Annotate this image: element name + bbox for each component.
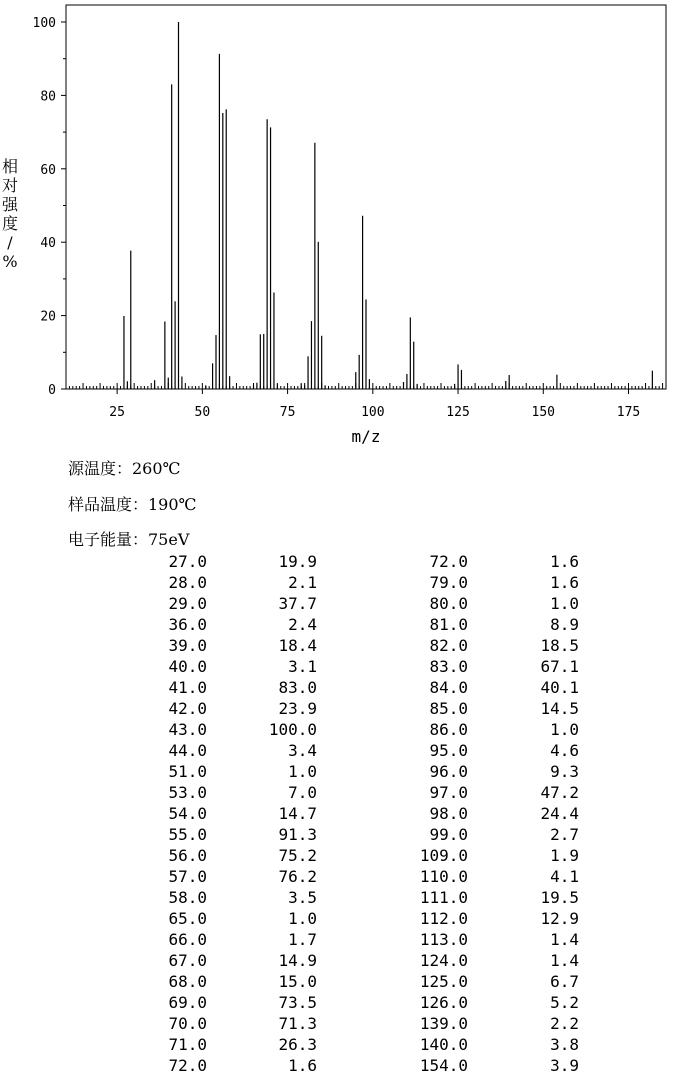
table-row [0,720,680,741]
table-row [0,678,680,699]
intensity-right: 4.6 [550,741,579,760]
intensity-right: 47.2 [540,783,579,802]
table-row [0,762,680,783]
peak-bars [124,22,652,389]
intensity-left: 3.1 [288,657,317,676]
mz-left: 54.0 [168,804,207,823]
intensity-right: 40.1 [540,678,579,697]
mz-left: 42.0 [168,699,207,718]
mass-spectrum-chart [0,0,680,450]
mz-left: 65.0 [168,909,207,928]
mz-right: 72.0 [429,552,468,571]
mz-right: 83.0 [429,657,468,676]
intensity-left: 1.6 [288,1056,317,1075]
x-axis-ticks [109,389,640,420]
intensity-left: 14.9 [278,951,317,970]
intensity-left: 73.5 [278,993,317,1012]
intensity-right: 3.9 [550,1056,579,1075]
mz-right: 95.0 [429,741,468,760]
peak-table [0,552,680,1077]
mz-left: 39.0 [168,636,207,655]
intensity-left: 7.0 [288,783,317,802]
intensity-left: 2.4 [288,615,317,634]
intensity-left: 100.0 [268,720,317,739]
x-tick-label: 175 [616,405,641,420]
x-tick-label: 150 [531,405,556,420]
mz-right: 86.0 [429,720,468,739]
intensity-right: 1.0 [550,594,579,613]
mz-right: 98.0 [429,804,468,823]
intensity-right: 12.9 [540,909,579,928]
mz-left: 71.0 [168,1035,207,1054]
sample-temperature: 样品温度：190℃ [68,495,197,514]
table-row [0,741,680,762]
intensity-right: 2.2 [550,1014,579,1033]
intensity-right: 19.5 [540,888,579,907]
intensity-left: 19.9 [278,552,317,571]
table-row [0,825,680,846]
intensity-left: 71.3 [278,1014,317,1033]
mz-left: 53.0 [168,783,207,802]
table-row [0,636,680,657]
mz-right: 154.0 [419,1056,468,1075]
intensity-left: 1.0 [288,762,317,781]
table-row [0,657,680,678]
mz-left: 70.0 [168,1014,207,1033]
intensity-left: 3.4 [288,741,317,760]
intensity-right: 9.3 [550,762,579,781]
y-axis-ticks [33,16,66,398]
mz-left: 41.0 [168,678,207,697]
y-axis-label-char: % [2,252,18,271]
intensity-left: 23.9 [278,699,317,718]
x-tick-label: 25 [109,405,125,420]
intensity-left: 83.0 [278,678,317,697]
intensity-right: 2.7 [550,825,579,844]
table-row [0,1014,680,1035]
intensity-right: 6.7 [550,972,579,991]
mz-right: 124.0 [419,951,468,970]
table-row [0,1035,680,1056]
table-row [0,972,680,993]
intensity-left: 76.2 [278,867,317,886]
mz-right: 110.0 [419,867,468,886]
mz-left: 28.0 [168,573,207,592]
mz-left: 51.0 [168,762,207,781]
mz-left: 58.0 [168,888,207,907]
y-axis-label-char: 度 [1,214,19,233]
mz-left: 43.0 [168,720,207,739]
mz-left: 67.0 [168,951,207,970]
intensity-right: 3.8 [550,1035,579,1054]
intensity-right: 24.4 [540,804,579,823]
mz-right: 111.0 [419,888,468,907]
mz-left: 69.0 [168,993,207,1012]
mz-right: 80.0 [429,594,468,613]
y-tick-label: 0 [48,383,56,398]
table-row [0,846,680,867]
intensity-left: 2.1 [288,573,317,592]
table-row [0,1056,680,1077]
mz-right: 97.0 [429,783,468,802]
table-row [0,867,680,888]
x-tick-label: 125 [446,405,470,420]
intensity-left: 1.0 [288,909,317,928]
mz-left: 36.0 [168,615,207,634]
y-axis-label-char: / [7,233,13,252]
y-tick-label: 60 [40,162,56,178]
intensity-right: 1.0 [550,720,579,739]
mz-right: 96.0 [429,762,468,781]
mz-right: 113.0 [419,930,468,949]
intensity-right: 5.2 [550,993,579,1012]
y-tick-label: 100 [32,16,56,31]
intensity-left: 37.7 [278,594,317,613]
y-tick-label: 40 [40,236,56,252]
table-row [0,909,680,930]
table-row [0,888,680,909]
intensity-right: 1.6 [550,552,579,571]
mz-left: 57.0 [168,867,207,886]
intensity-right: 18.5 [540,636,579,655]
intensity-right: 1.4 [550,930,579,949]
intensity-left: 18.4 [278,636,317,655]
intensity-left: 3.5 [288,888,317,907]
source-temperature: 源温度：260℃ [68,459,181,478]
mz-right: 109.0 [419,846,468,865]
intensity-left: 26.3 [278,1035,317,1054]
intensity-right: 1.6 [550,573,579,592]
table-row [0,783,680,804]
intensity-right: 1.4 [550,951,579,970]
intensity-left: 14.7 [278,804,317,823]
table-row [0,930,680,951]
mz-left: 27.0 [168,552,207,571]
mz-left: 40.0 [168,657,207,676]
table-row [0,804,680,825]
mz-right: 81.0 [429,615,468,634]
intensity-right: 8.9 [550,615,579,634]
intensity-right: 14.5 [540,699,579,718]
mz-right: 99.0 [429,825,468,844]
table-row [0,993,680,1014]
x-tick-label: 75 [279,405,296,420]
intensity-left: 1.7 [288,930,317,949]
mz-right: 82.0 [429,636,468,655]
mz-right: 126.0 [419,993,468,1012]
mz-left: 68.0 [168,972,207,991]
x-tick-label: 50 [194,405,211,420]
x-tick-label: 100 [361,405,385,420]
mz-right: 139.0 [419,1014,468,1033]
mz-right: 112.0 [419,909,468,928]
mz-right: 125.0 [419,972,468,991]
mz-right: 84.0 [429,678,468,697]
table-row [0,699,680,720]
table-row [0,573,680,594]
mz-left: 72.0 [168,1056,207,1075]
x-axis-label: m/z [351,427,381,446]
intensity-left: 75.2 [278,846,317,865]
table-row [0,552,680,573]
y-tick-label: 80 [40,89,56,105]
mz-left: 44.0 [168,741,207,760]
mz-left: 66.0 [168,930,207,949]
intensity-right: 1.9 [550,846,579,865]
intensity-right: 4.1 [550,867,579,886]
electron-energy: 电子能量：75eV [68,530,190,549]
mz-left: 56.0 [168,846,207,865]
y-tick-label: 20 [40,309,56,325]
mz-right: 85.0 [429,699,468,718]
y-axis-label [2,157,19,271]
mz-left: 29.0 [168,594,207,613]
intensity-left: 91.3 [278,825,317,844]
y-axis-label-char: 强 [1,195,19,214]
y-axis-label-char: 相 [1,157,19,176]
table-row [0,951,680,972]
intensity-right: 67.1 [540,657,579,676]
intensity-left: 15.0 [278,972,317,991]
y-axis-label-char: 对 [1,176,19,195]
mz-right: 140.0 [419,1035,468,1054]
mz-left: 55.0 [168,825,207,844]
mz-right: 79.0 [429,573,468,592]
table-row [0,615,680,636]
table-row [0,594,680,615]
